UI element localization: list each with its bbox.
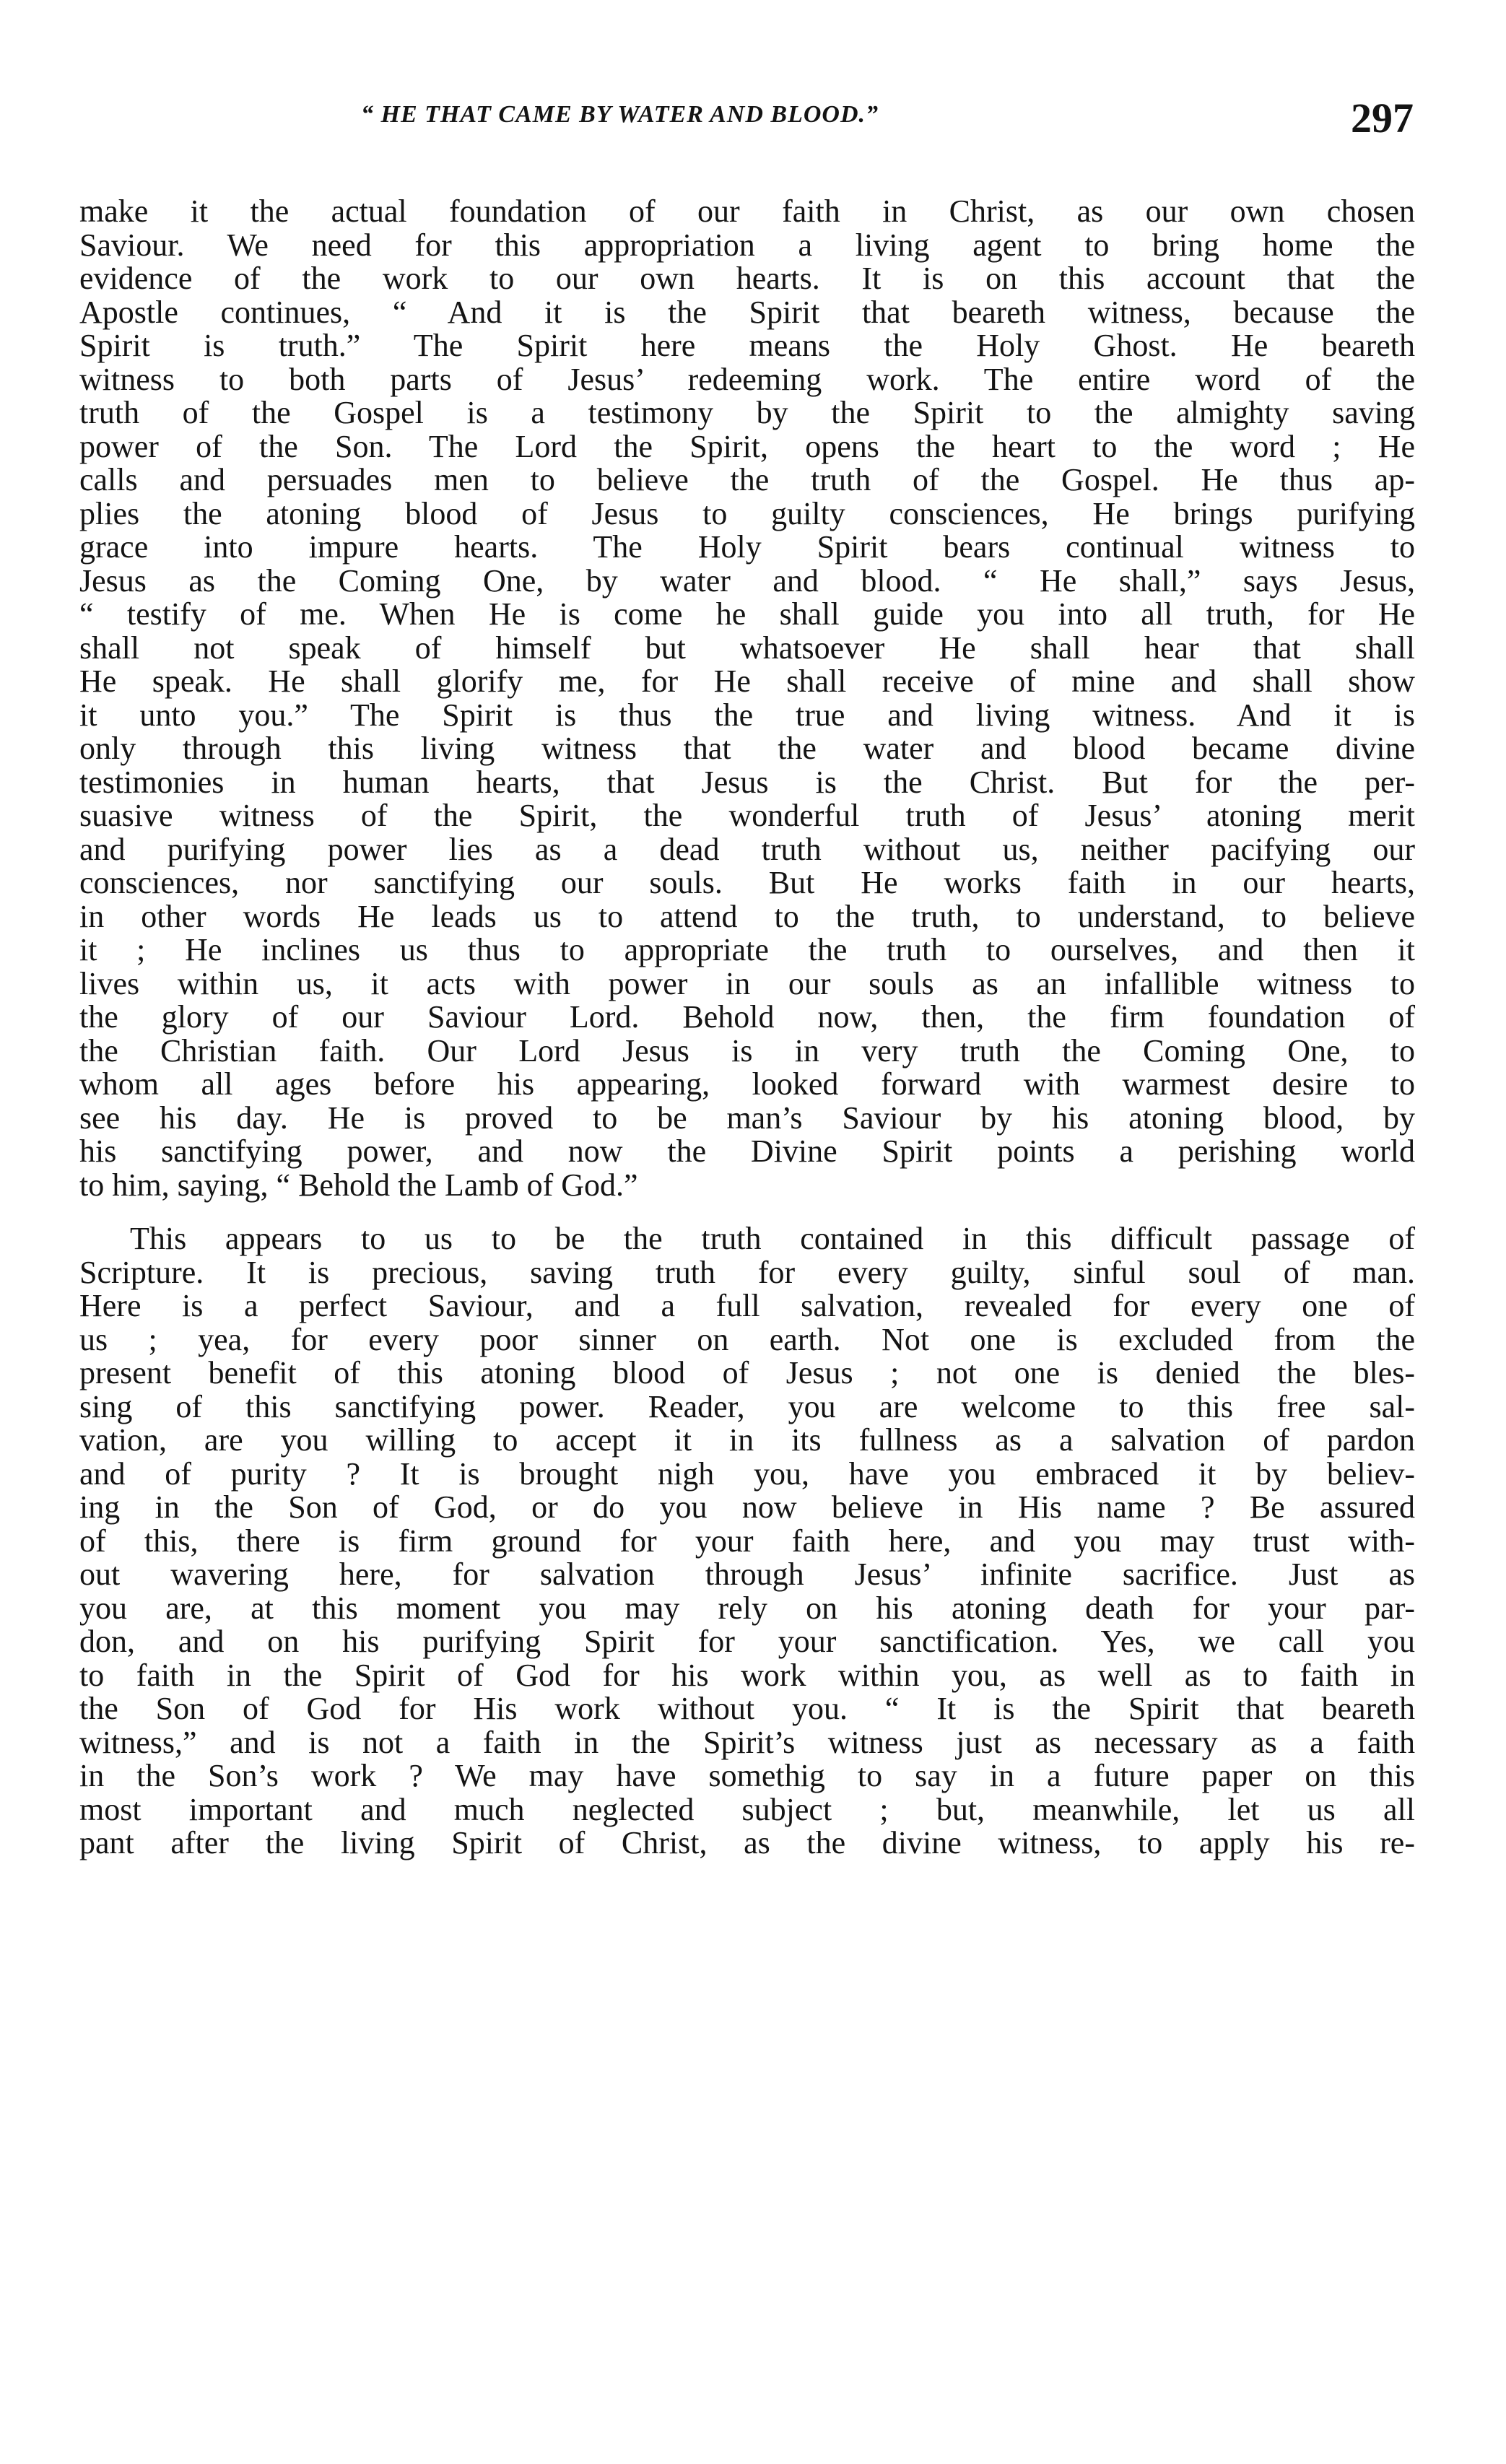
text-line: lives within us, it acts with power in our souls as an infallible witness to	[79, 965, 1415, 1001]
body-text	[79, 195, 1415, 1860]
text-line: only through this living witness that the water and blood became divine	[79, 731, 1415, 766]
text-line: calls and persuades men to believe the truth of the Gospel. He thus ap-	[79, 462, 1415, 497]
text-line: pant after the living Spirit of Christ, as the divine witness, to apply his re-	[79, 1825, 1415, 1860]
text-line: sing of this sanctifying power. Reader, you are welcome to this free sal-	[79, 1388, 1415, 1424]
text-line: us ; yea, for every poor sinner on earth. Not one is excluded from the	[79, 1321, 1415, 1357]
text-line: He speak. He shall glorify me, for He shall receive of mine and shall show	[79, 663, 1415, 699]
text-line: present benefit of this atoning blood of Jesus ; not one is denied the bles-	[79, 1355, 1415, 1390]
text-line: Saviour. We need for this appropriation a living agent to bring home the	[79, 227, 1415, 263]
text-line: make it the actual foundation of our faith in Christ, as our own chosen	[79, 193, 1415, 229]
text-line: the Son of God for His work without you. “ It is the Spirit that beareth	[79, 1691, 1415, 1726]
text-line: the Christian faith. Our Lord Jesus is in very truth the Coming One, to	[79, 1032, 1415, 1068]
running-head	[79, 94, 1422, 152]
text-line: suasive witness of the Spirit, the wonderful truth of Jesus’ atoning merit	[79, 798, 1415, 833]
text-line: in the Son’s work ? We may have somethig to say in a future paper on this	[79, 1758, 1415, 1793]
text-line: see his day. He is proved to be man’s Saviour by his atoning blood, by	[79, 1100, 1415, 1136]
text-line: to him, saying, “ Behold the Lamb of God.”	[79, 1167, 638, 1203]
paragraph	[79, 1222, 1415, 1860]
text-line: Apostle continues, “ And it is the Spirit that beareth witness, because the	[79, 294, 1415, 330]
text-line: it unto you.” The Spirit is thus the true and living witness. And it is	[79, 697, 1415, 733]
text-line: witness,” and is not a faith in the Spirit’s witness just as necessary as a faith	[79, 1724, 1415, 1760]
text-line: This appears to us to be the truth contained in this difficult passage of	[130, 1221, 1415, 1256]
text-line: out wavering here, for salvation through Jesus’ infinite sacrifice. Just as	[79, 1557, 1415, 1592]
text-line: to faith in the Spirit of God for his work within you, as well as to faith in	[79, 1657, 1415, 1693]
text-line: and purifying power lies as a dead truth without us, neither pacifying our	[79, 831, 1415, 867]
running-title: “ HE THAT CAME BY WATER AND BLOOD.”	[361, 101, 879, 128]
text-line: of this, there is firm ground for your faith here, and you may trust with-	[79, 1523, 1415, 1559]
text-line: Jesus as the Coming One, by water and blood. “ He shall,” says Jesus,	[79, 562, 1415, 598]
text-line: “ testify of me. When He is come he shall guide you into all truth, for He	[79, 596, 1415, 632]
text-line: you are, at this moment you may rely on his atoning death for your par-	[79, 1590, 1415, 1626]
text-line: ing in the Son of God, or do you now believe in His name ? Be assured	[79, 1489, 1415, 1525]
text-line: most important and much neglected subject ; but, meanwhile, let us all	[79, 1791, 1415, 1827]
text-line: shall not speak of himself but whatsoever He shall hear that shall	[79, 630, 1415, 666]
page-number: 297	[1351, 95, 1414, 142]
text-line: don, and on his purifying Spirit for your sanctification. Yes, we call you	[79, 1624, 1415, 1659]
text-line: plies the atoning blood of Jesus to guilty consciences, He brings purifying	[79, 495, 1415, 531]
text-line: whom all ages before his appearing, looked forward with warmest desire to	[79, 1066, 1415, 1102]
text-line: Scripture. It is precious, saving truth for every guilty, sinful soul of man.	[79, 1254, 1415, 1290]
text-line: Here is a perfect Saviour, and a full salvation, revealed for every one of	[79, 1288, 1415, 1323]
text-line: truth of the Gospel is a testimony by the Spirit to the almighty saving	[79, 395, 1415, 430]
text-line: testimonies in human hearts, that Jesus is the Christ. But for the per-	[79, 764, 1415, 800]
text-line: grace into impure hearts. The Holy Spirit bears continual witness to	[79, 529, 1415, 565]
text-line: it ; He inclines us thus to appropriate the truth to ourselves, and then it	[79, 932, 1415, 967]
text-line: Spirit is truth.” The Spirit here means the Holy Ghost. He beareth	[79, 328, 1415, 363]
text-line: in other words He leads us to attend to the truth, to understand, to believe	[79, 898, 1415, 934]
text-line: power of the Son. The Lord the Spirit, opens the heart to the word ; He	[79, 428, 1415, 464]
paragraph	[79, 195, 1415, 1202]
text-line: the glory of our Saviour Lord. Behold now, then, the firm foundation of	[79, 999, 1415, 1035]
text-line: his sanctifying power, and now the Divine Spirit points a perishing world	[79, 1133, 1415, 1169]
paragraph-gap	[79, 1202, 1415, 1222]
text-line: vation, are you willing to accept it in its fullness as a salvation of pardon	[79, 1422, 1415, 1458]
text-line: evidence of the work to our own hearts. It is on this account that the	[79, 261, 1415, 296]
text-line: witness to both parts of Jesus’ redeeming work. The entire word of the	[79, 361, 1415, 397]
text-line: and of purity ? It is brought nigh you, have you embraced it by believ-	[79, 1455, 1415, 1492]
text-line: consciences, nor sanctifying our souls. But He works faith in our hearts,	[79, 865, 1415, 900]
